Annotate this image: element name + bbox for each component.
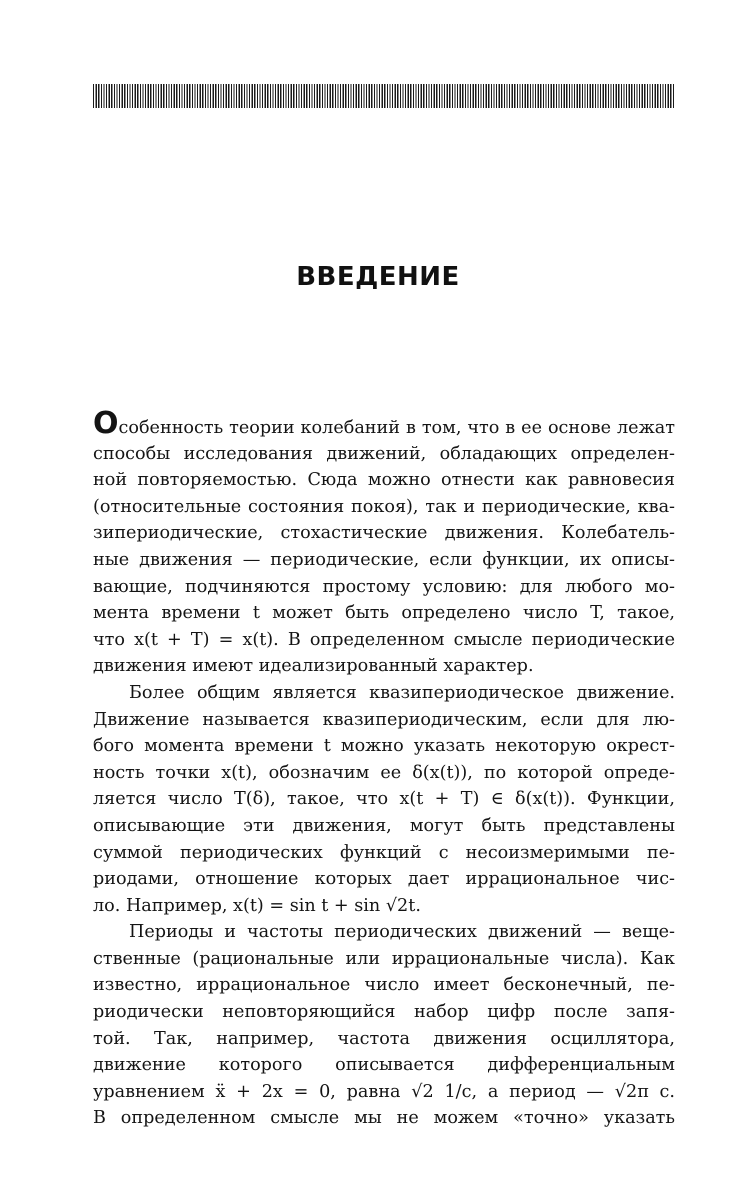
text-line: Движение называется квазипериодическим, если для лю- — [93, 709, 675, 730]
text-line: риодами, отношение которых дает иррациональное чис- — [93, 869, 675, 890]
header-rule — [93, 84, 675, 108]
text-line: ственные (рациональные или иррациональные числа). Как — [93, 948, 675, 969]
dropcap-letter: О — [93, 406, 119, 441]
text-line: ные движения — периодические, если функции, их описы- — [93, 549, 675, 570]
text-line: движение которого описывается дифференциальным — [93, 1055, 675, 1076]
text-line: Периоды и частоты периодических движений — веще- — [129, 922, 675, 943]
chapter-title: ВВЕДЕНИЕ — [296, 262, 460, 292]
text-line: описывающие эти движения, могут быть представлены — [93, 815, 675, 836]
text-line: ной повторяемостью. Сюда можно отнести как равновесия — [93, 470, 675, 491]
text-line: мента времени t может быть определено число T, такое, — [93, 603, 675, 624]
text-line: уравнением ẍ + 2x = 0, равна √2 1/c, а период — √2π c. — [93, 1081, 675, 1102]
text-line: (относительные состояния покоя), так и периодические, ква- — [93, 496, 675, 517]
text-line: зипериодические, стохастические движения. Колебатель- — [93, 523, 675, 544]
text-line: способы исследования движений, обладающих определен- — [93, 443, 675, 464]
text-line: движения имеют идеализированный характер. — [93, 656, 534, 677]
text-line: риодически неповторяющийся набор цифр после запя- — [93, 1002, 675, 1023]
text-line: ло. Например, x(t) = sin t + sin √2t. — [93, 895, 421, 916]
text-line: вающие, подчиняются простому условию: для любого мо- — [93, 576, 675, 597]
text-line: ность точки x(t), обозначим ее δ(x(t)), по которой опреде- — [93, 762, 675, 783]
text-line: бого момента времени t можно указать некоторую окрест- — [93, 736, 675, 757]
text-line: суммой периодических функций с несоизмеримыми пе- — [93, 842, 675, 863]
text-line: что x(t + T) = x(t). В определенном смысле периодические — [93, 629, 675, 650]
text-line: В определенном смысле мы не можем «точно» указать — [93, 1108, 675, 1129]
text-line: Особенность теории колебаний в том, что в ее основе лежат — [93, 406, 675, 441]
text-line: той. Так, например, частота движения осциллятора, — [93, 1028, 675, 1049]
text-line: Более общим является квазипериодическое движение. — [129, 682, 675, 703]
text-line: ляется число T(δ), такое, что x(t + T) ∈ δ(x(t)). Функции, — [93, 789, 675, 810]
text-line: известно, иррациональное число имеет бесконечный, пе- — [93, 975, 675, 996]
body-text — [93, 406, 675, 1132]
